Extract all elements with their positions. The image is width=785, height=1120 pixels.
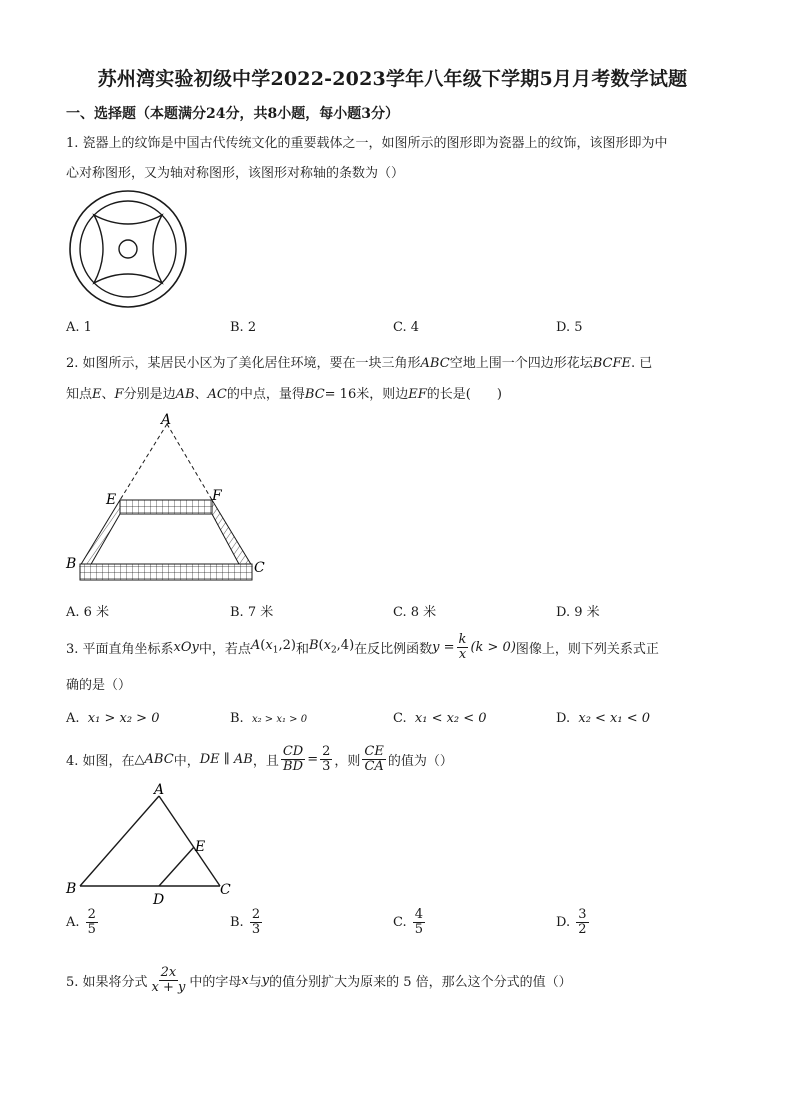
q3-point-a-sub: 1: [272, 645, 279, 656]
section-heading: 一、选择题（本题满分24分，共8小题，每小题3分）: [66, 106, 399, 122]
q3-option-d-expr: x₂ < x₁ < 0: [578, 711, 651, 726]
q4-option-d-fraction: [576, 908, 588, 936]
q4-label-d: D: [153, 892, 165, 908]
q3-text-line1: [66, 628, 659, 666]
side-ac: [159, 796, 220, 886]
q3-option-a-expr: x₁ > x₂ > 0: [87, 711, 160, 726]
q5-x: x: [241, 972, 249, 988]
q3-point-b-name: B: [308, 638, 319, 654]
q1-option-c[interactable]: C. 4: [393, 320, 420, 335]
q3-text: 在反比例函数: [354, 641, 433, 657]
center-circle: [119, 240, 137, 258]
q4-option-b-fraction: [250, 908, 262, 936]
q4-option-b-num: 2: [251, 907, 261, 922]
q4-option-d-den: 2: [578, 921, 587, 937]
q5-den: x + y: [151, 979, 186, 995]
q2-option-b[interactable]: B. 7 米: [230, 605, 274, 620]
q4-fraction-2-3: [320, 745, 332, 773]
q4-label-b: B: [66, 881, 77, 897]
q1-option-a[interactable]: A. 1: [66, 320, 92, 335]
q2-text: 的长是( ): [426, 387, 502, 402]
q4-option-a-fraction: [86, 908, 98, 936]
q2-point-e: E: [92, 387, 102, 402]
q3-option-c-label: C.: [393, 711, 407, 726]
q4-option-a-label: A.: [66, 914, 80, 930]
page-title: 苏州湾实验初级中学2022-2023学年八年级下学期5月月考数学试题: [97, 68, 688, 90]
q4-label-e: E: [195, 839, 206, 855]
q3-option-a-label: A.: [66, 711, 80, 726]
q2-text: 分别是边: [123, 387, 176, 402]
q4-parallel: DE ∥ AB: [199, 751, 253, 767]
q4-option-d[interactable]: [556, 908, 591, 936]
dashed-side-af: [167, 424, 212, 500]
q4-option-a-num: 2: [87, 907, 96, 922]
q4-option-c-den: 5: [414, 921, 424, 937]
q2-text: 2. 如图所示，某居民小区为了美化居住环境，要在一块三角形: [66, 356, 421, 371]
q4-text: 的值为（）: [387, 753, 453, 769]
q3-func-num: k: [458, 631, 467, 647]
q3-option-d[interactable]: [556, 711, 650, 726]
q2-side-ac: AC: [207, 387, 227, 402]
q2-text-line2: [66, 383, 502, 402]
fence-cf: [212, 500, 252, 566]
q2-side-ef: EF: [408, 387, 427, 402]
fence-be: [80, 500, 120, 566]
q3-text: 中，若点: [198, 641, 251, 657]
q4-label-c: C: [220, 882, 231, 898]
curved-square: [94, 215, 162, 283]
q2-text: 、: [194, 387, 208, 402]
q5-y: y: [261, 972, 270, 988]
side-ab: [80, 796, 159, 886]
q4-text-line1: [66, 738, 453, 780]
q3-condition: (k > 0): [470, 639, 516, 655]
q2-text: 、: [101, 387, 115, 402]
q3-point-b-y: ,4): [336, 638, 355, 654]
q5-fraction: [150, 966, 188, 994]
q4-option-c-num: 4: [414, 907, 424, 922]
q2-abc: ABC: [420, 356, 450, 371]
q2-label-c: C: [254, 560, 265, 576]
q2-label-a: A: [161, 412, 172, 428]
q4-text: ，则: [334, 753, 361, 769]
q2-text: 米，则边: [356, 387, 409, 402]
q4-option-a[interactable]: [66, 908, 100, 936]
q4-option-b[interactable]: [230, 908, 264, 936]
q3-text-line2: 确的是（）: [66, 678, 132, 693]
segment-de: [159, 847, 194, 886]
q5-text: 5. 如果将分式: [66, 974, 148, 990]
q2-option-c[interactable]: C. 8 米: [393, 605, 437, 620]
q4-option-d-label: D.: [556, 914, 571, 930]
q2-measure: = 16: [324, 387, 357, 402]
q4-f1-num: CD: [282, 743, 304, 759]
q4-triangle: △ABC: [134, 751, 174, 767]
dashed-side-ae: [120, 424, 167, 500]
q1-pattern-figure: [66, 187, 190, 311]
q3-option-b-label: B.: [230, 711, 244, 726]
q4-f2-den: 3: [322, 758, 331, 774]
q3-point-a-x: x: [265, 638, 273, 654]
q3-point-b: $B(x_2,4)$: [308, 638, 355, 656]
q4-option-c-fraction: [413, 908, 425, 936]
q1-option-b[interactable]: B. 2: [230, 320, 257, 335]
q2-side-bc: BC: [304, 387, 325, 402]
q2-label-f: F: [212, 488, 222, 504]
q2-label-e: E: [106, 492, 117, 508]
q4-option-c-label: C.: [393, 914, 407, 930]
q2-bcfe: BCFE: [592, 356, 631, 371]
q2-text: . 已: [630, 356, 653, 371]
q3-option-b[interactable]: [230, 711, 307, 726]
q2-text-line1: [66, 352, 652, 371]
q3-func-y: y =: [432, 639, 455, 655]
q5-text: 的值分别扩大为原来的 5 倍，那么这个分式的值（）: [269, 974, 572, 990]
q3-point-a-y: ,2): [278, 638, 296, 654]
q4-label-a: A: [154, 782, 165, 798]
q5-text: 中的字母: [189, 974, 242, 990]
q4-triangle-figure: [62, 780, 242, 908]
q4-option-d-num: 3: [578, 907, 587, 922]
q5-text-line1: [66, 958, 572, 1002]
q2-option-d[interactable]: D. 9 米: [556, 605, 600, 620]
q4-option-c[interactable]: [393, 908, 427, 936]
q1-text-line2: 心对称图形，又为轴对称图形，该图形对称轴的条数为（）: [66, 166, 405, 181]
q2-flowerbed-figure: [60, 410, 280, 590]
q4-option-a-den: 5: [87, 921, 96, 937]
q4-fraction-ce-ca: [362, 745, 385, 773]
q3-option-c-expr: x₁ < x₂ < 0: [414, 711, 487, 726]
q3-point-b-x: x: [323, 638, 331, 654]
q4-f2-num: 2: [322, 743, 331, 759]
q2-option-a[interactable]: A. 6 米: [66, 605, 110, 620]
q4-text: 中，: [173, 753, 200, 769]
q2-text: 空地上围一个四边形花坛: [449, 356, 593, 371]
q3-xoy: xOy: [173, 639, 199, 655]
outer-circle: [70, 191, 186, 307]
q4-text: 4. 如图，在: [66, 753, 135, 769]
q2-text: 知点: [66, 387, 93, 402]
q3-func-den: x: [458, 646, 467, 662]
q3-text: 图像上，则下列关系式正: [515, 641, 659, 657]
fence-ef: [120, 500, 212, 514]
q1-text-line1: 1. 瓷器上的纹饰是中国古代传统文化的重要载体之一，如图所示的图形即为瓷器上的纹饰，该图形即为中: [66, 136, 668, 151]
fence-bc: [80, 564, 252, 580]
q4-f1-den: BD: [283, 758, 304, 774]
q2-point-f: F: [114, 387, 124, 402]
q1-option-d[interactable]: D. 5: [556, 320, 583, 335]
q3-point-a-name: A: [250, 638, 261, 654]
q4-f3-den: CA: [364, 758, 384, 774]
q4-fraction-cd-bd: [281, 745, 305, 773]
q3-option-d-label: D.: [556, 711, 571, 726]
q5-num: 2x: [160, 964, 177, 980]
q4-option-b-label: B.: [230, 914, 244, 930]
q3-text: 3. 平面直角坐标系: [66, 641, 174, 657]
q3-option-b-expr: x₂ > x₁ > 0: [251, 714, 308, 725]
q2-side-ab: AB: [175, 387, 195, 402]
q3-point-b-sub: 2: [330, 645, 337, 656]
q3-option-a[interactable]: [66, 711, 159, 726]
q2-text: 的中点，量得: [226, 387, 305, 402]
q3-func-fraction: [457, 633, 469, 661]
q4-option-b-den: 3: [251, 921, 261, 937]
q3-text: 和: [295, 641, 309, 657]
q4-f3-num: CE: [364, 743, 384, 759]
q4-equals: =: [307, 751, 319, 767]
q2-label-b: B: [66, 556, 77, 572]
q5-text: 与: [248, 974, 262, 990]
q3-point-a: $A(x_1,2)$: [250, 638, 296, 656]
q3-option-c[interactable]: [393, 711, 487, 726]
q4-text: ，且: [252, 753, 279, 769]
